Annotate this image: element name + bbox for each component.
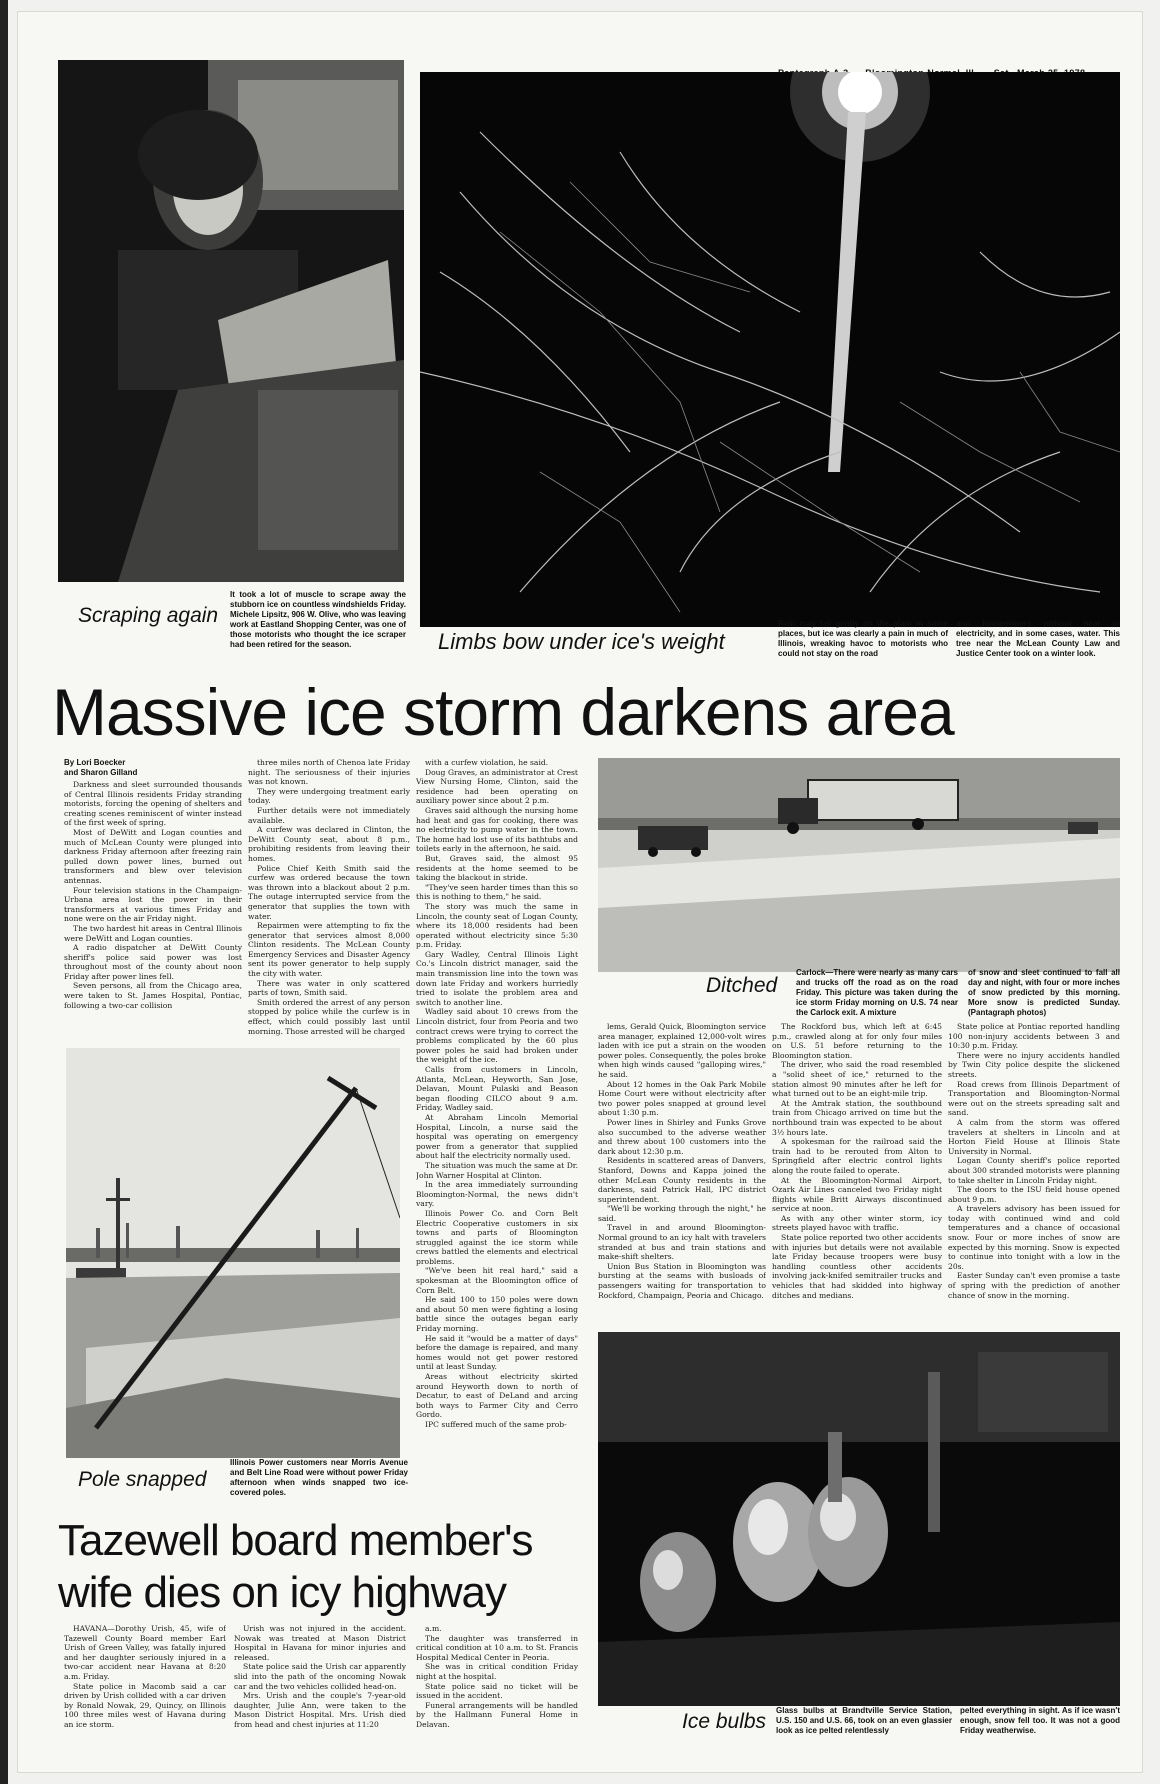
label-pole: Pole snapped (78, 1468, 207, 1491)
caption-limbs-1: Rain may fall gently on the plain in some places, but ice was clearly a pain in much of Illinois, wreaking havoc to motorists who could not stay on the road (778, 619, 948, 658)
photo-limbs (420, 72, 1120, 627)
caption-ditched-2: of snow and sleet continued to fall all day and night, with four or more inches of snow predicted by this morning. More snow is predicted Sunday. (Pantagraph photos) (968, 968, 1120, 1017)
caption-ditched-1: Carlock—There were nearly as many cars and trucks off the road as on the road Friday. This picture was taken during the ice storm Friday morning on U.S. 74 near the Carlock exit. A mixture (796, 968, 958, 1017)
label-ditched: Ditched (706, 974, 778, 997)
caption-bulbs-2: pelted everything in sight. As if ice wasn't enough, snow fell too. It was not a good Friday weatherwise. (960, 1706, 1120, 1735)
photo-scraping (58, 60, 404, 582)
story1-col3: with a curfew violation, he said. Doug Graves, an administrator at Crest View Nursing Home, Clinton, said the residence had been operating on auxiliary power since about 2 p.m. Graves said although the nursing home had heat and gas for cooking, there was no electricity to pump water in the town. The home had lost use of its bathtubs and toilets early in the afternoon, he said. But, Graves said, the almost 95 residents at the home seemed to be taking the blackout in stride. "They've seen harder times than this so this is nothing to them," he said. The story was much the same in Lincoln, the county seat of Logan County, where its 18,000 residents had been operated without electricity since 5:30 p.m. Friday. Gary Wadley, Central Illinois Light Co.'s Lincoln district manager, said the main transmission line into the town was down late Friday and workers hurriedly tried to isolate the problem area and switch to another line. Wadley said about 10 crews from the Lincoln district, four from Peoria and two contract crews were trying to correct the problems complicated by the 60 plus power poles he said had broken under the weight of the ice. Calls from customers in Lincoln, Atlanta, McLean, Heyworth, San Jose, Delavan, Mount Pulaski and Beason began flooding CILCO about 9 a.m. Friday, Wadley said. At Abraham Lincoln Memorial Hospital, Lincoln, a nurse said the hospital was operating on emergency power from a generator that supplied about half the electricity normally used. The situation was much the same at Dr. John Warner Hospital at Clinton. In the area immediately surrounding Bloomington-Normal, the news didn't vary. Illinois Power Co. and Corn Belt Electric Cooperative customers in six towns and parts of Bloomington struggled against the ice storm while crews battled the elements and electrical problems. "We've been hit real hard," said a spokesman at the Bloomington office of Corn Belt. He said 100 to 150 poles were down and about 50 men were fighting a losing battle since the outages began early Friday morning. He said it "would be a matter of days" before the damage is repaired, and many homes would not get power restored until at least Sunday. Areas without electricity skirted around Heyworth down to north of Decatur, to east of DeLand and arcing both ways to Farmer City and Cerro Gordo. IPC suffered much of the same prob- (416, 758, 578, 1429)
story2-col2: Urish was not injured in the accident. Nowak was treated at Mason District Hospital in Havana for minor injuries and released. State police said the Urish car apparently slid into the path of the oncoming Nowak car and the two vehicles collided head-on. Mrs. Urish and the couple's 7-year-old daughter, Julie Ann, were taken to the Mason District Hospital. Mrs. Urish died from head and chest injuries at 11:20 (234, 1624, 406, 1729)
caption-limbs-2: and homeowners without heat or electricity, and in some cases, water. This tree near the McLean County Law and Justice Center took on a winter look. (956, 619, 1120, 658)
caption-pole: Illinois Power customers near Morris Avenue and Belt Line Road were without power Friday afternoon when winds snapped two ice-covered poles. (230, 1458, 408, 1497)
label-scraping: Scraping again (78, 604, 219, 627)
story2-col1: HAVANA—Dorothy Urish, 45, wife of Tazewell County Board member Earl Urish of Green Valley, was fatally injured and her daughter seriously injured in a two-car accident near Havana at 8:20 a.m. Friday. State police in Macomb said a car driven by Urish collided with a car driven by Ronald Nowak, 29, Quincy, on Illinois 100 three miles west of Havana during an ice storm. (64, 1624, 226, 1729)
headline-tazewell-1: Tazewell board member's (58, 1516, 533, 1565)
story1-col6: State police at Pontiac reported handling 100 non-injury accidents between 3 and 10:30 p.m. Friday. There were no injury accidents handled by Twin City police despite the slickened streets. Road crews from Illinois Department of Transportation and Bloomington-Normal were out on the streets spreading salt and sand. A calm from the storm was offered travelers at shelters in Lincoln and at Horton Field House at Illinois State University in Normal. Logan County sheriff's police reported about 300 stranded motorists were planning to take shelter in Lincoln Friday night. The doors to the ISU field house opened about 9 p.m. A travelers advisory has been issued for today with continued wind and cold temperatures and a chance of occasional snow. Four or more inches of snow are expected by this morning. Snow is expected to continue into tonight with a low in the 20s. Easter Sunday can't even promise a taste of spring with the prediction of another chance of snow in the morning. (948, 1022, 1120, 1300)
newspaper-page (18, 12, 1142, 1772)
caption-scraping: It took a lot of muscle to scrape away the stubborn ice on countless windshields Friday. Michele Lipsitz, 906 W. Olive, who was leaving work at Eastland Shopping Center, was one of those motorists who thought the ice scraper had been retired for the season. (230, 590, 406, 649)
label-limbs: Limbs bow under ice's weight (438, 629, 725, 654)
headline-tazewell-2: wife dies on icy highway (58, 1568, 507, 1617)
label-ice-bulbs: Ice bulbs (682, 1710, 767, 1733)
story1-col2: three miles north of Chenoa late Friday night. The seriousness of their injuries was not known. They were undergoing treatment early today. Further details were not immediately available. A curfew was declared in Clinton, the DeWitt County seat, about 8 p.m., prohibiting residents from leaving their homes. Police Chief Keith Smith said the curfew was ordered because the town was thrown into a blackout about 2 p.m. The outage interrupted service from the generator that supplies the town with water. Repairmen were attempting to fix the generator that services almost 8,000 Clinton residents. The McLean County Emergency Services and Disaster Agency sent its power generator to help supply the city with water. There was water in only scattered parts of town, Smith said. Smith ordered the arrest of any person stopped by police while the curfew is in effect, which could possibly last until morning. Those arrested will be charged (248, 758, 410, 1036)
story1-col1: Darkness and sleet surrounded thousands of Central Illinois residents Friday stranding motorists, forcing the opening of shelters and creating scenes reminiscent of winter instead of the first week of spring. Most of DeWitt and Logan counties and much of McLean County were plunged into darkness Friday afternoon after freezing rain pulled down power lines, burned out transformers and blew over television antennas. Four television stations in the Champaign-Urbana area lost the power in their transformers at various times Friday and none were on the air Friday night. The two hardest hit areas in Central Illinois were DeWitt and Logan counties. A radio dispatcher at DeWitt County sheriff's police said power was lost throughout most of the county about noon Friday after power lines fell. Seven persons, all from the Chicago area, were taken to St. James Hospital, Pontiac, following a two-car collision (64, 780, 242, 1010)
byline-2: and Sharon Gilland (64, 768, 138, 777)
caption-bulbs-1: Glass bulbs at Brandtville Service Station, U.S. 150 and U.S. 66, took on an even glassier look as ice pelted relentlessly (776, 1706, 952, 1735)
headline-main: Massive ice storm darkens area (52, 675, 954, 749)
story1-col5: The Rockford bus, which left at 6:45 p.m., crawled along at for only four miles on U.S. 51 before returning to the Bloomington station. The driver, who said the road resembled a "solid sheet of ice," returned to the station almost 90 minutes after he left for what turned out to be an eight-mile trip. At the Amtrak station, the southbound train from Chicago arrived on time but the northbound train was expected to be about 3½ hours late. A spokesman for the railroad said the train had to be rerouted from Alton to Springfield after electric control lights along the route failed to operate. At the Bloomington-Normal Airport, Ozark Air Lines canceled two Friday night flights while Britt Airways discontinued service at noon. As with any other winter storm, icy streets played havoc with traffic. State police reported two other accidents with injuries but details were not available late Friday because troopers were busy handling countless other accidents involving jack-knifed semitrailer trucks and vehicles that had skidded into highway ditches and medians. (772, 1022, 942, 1300)
scan-edge (0, 0, 8, 1784)
photo-ditched (598, 758, 1120, 972)
story2-col3: a.m. The daughter was transferred in critical condition at 10 a.m. to St. Francis Hospital Medical Center in Peoria. She was in critical condition Friday night at the hospital. State police said no ticket will be issued in the accident. Funeral arrangements will be handled by the Hallmann Funeral Home in Delavan. (416, 1624, 578, 1729)
photo-ice-bulbs (598, 1332, 1120, 1706)
story1-col4: lems, Gerald Quick, Bloomington service area manager, explained 12,000-volt wires laden with ice put a strain on the wooden power poles. Consequently, the poles broke when high winds caused "galloping wires," he said. About 12 homes in the Oak Park Mobile Home Court were without electricity after two power poles snapped at ground level about 1:30 p.m. Power lines in Shirley and Funks Grove also succumbed to the adverse weather and threw about 100 customers into the dark about 12:30 p.m. Residents in scattered areas of Danvers, Stanford, Downs and Kappa joined the other McLean County residents in the darkness, said Patrick Hall, IPC district superintendent. "We'll be working through the night," he said. Travel in and around Bloomington-Normal ground to an icy halt with travelers stranded at bus and train stations and make-shift shelters. Union Bus Station in Bloomington was bursting at the seams with busloads of passengers waiting for transportation to Rockford, Champaign, Peoria and Chicago. (598, 1022, 766, 1300)
byline-1: By Lori Boecker (64, 758, 126, 767)
photo-pole (66, 1048, 400, 1458)
